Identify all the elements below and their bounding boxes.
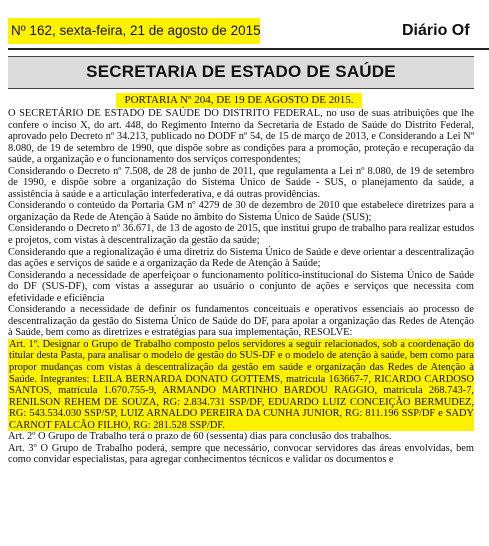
paragraph-considering-sus-df: Considerando a necessidade de aperfeiçoar o funcionamento político-institucional do Sistema Único de Saúde do DF (SUS-DF), com vistas a assegurar ao usuário o conjunto de ações e serviços que necessita com efetividade e eficiência [8,269,474,304]
paragraph-considering-decree-7508: Considerando o Decreto nº 7.508, de 28 de junho de 2011, que regulamenta a Lei nº 8.080, de 19 de setembro de 1990, e dispõe sobre a organização do Sistema Único de Saúde - SUS, o planejamento da saúde, a assistência à saúde e a articulação interfederativa, e dá outras providências. [8,165,474,200]
paragraph-considering-decree-36671: Considerando o Decreto nº 36.671, de 13 de agosto de 2015, que institui grupo de trabalho para realizar estudos e projetos, com vistas à descentralização da gestão da saúde; [8,223,474,247]
article-3: Art. 3º O Grupo de Trabalho poderá, sempre que necessário, convocar servidores das áreas envolvidas, bem como convidar especialistas, para agregar conhecimentos técnicos e validar os documentos e [8,442,474,466]
newspaper-name: Diário Of [402,22,470,39]
page-header [0,18,489,48]
paragraph-preamble: O SECRETÁRIO DE ESTADO DE SAÚDE DO DISTRITO FEDERAL, no uso de suas atribuições que lhe confere o inciso X, do art. 448, do Regimento Interno da Secretaria de Estado de Saúde do Distrito Federal, aprovado pelo Decreto nº 34.213, publicado no DODF nº 54, de 15 de março de 2013, e Considerando a Lei Nº 8.080, de 19 de setembro de 1990, que dispõe sobre as condições para a promoção, proteção e recuperação da saúde, a organização e o funcionamento dos serviços correspondentes; [8,108,474,166]
act-title: PORTARIA Nº 204, DE 19 DE AGOSTO DE 2015. [116,93,362,108]
article-1: Art. 1º. Designar o Grupo de Trabalho composto pelos servidores a seguir relacionados, sob a coordenação do titular desta Pasta, para analisar o modelo de gestão do SUS-DF e o modelo de atenção à saúde, bem como para propor mudanças com vistas à descentralização da gestão em saúde e organização das Redes de Atenção à Saúde. Integrantes: LEILA BERNARDA DONATO GOTTEMS, matrícula 163667-7, RICARDO CARDOSO SANTOS, matrícula 1.670.755-9, ARMANDO MARTINHO BARDOU RAGGIO, matrícula 268.743-7, RENILSON REHEM DE SOUZA, RG: 2.834.731 SSP/DF, EDUARDO LUIZ CONCEIÇÃO BERMUDEZ, RG: 543.534.030 SSP/SP, LUIZ ARNALDO PEREIRA DA CUNHA JUNIOR, RG: 811.196 SSP/DF e SADY CARNOT FALCÃO FILHO, RG: 281.528 SSP/DF. [9,338,474,431]
paragraph-considering-regionalization: Considerando que a regionalização é uma diretriz do Sistema Único de Saúde e deve orientar a descentralização das ações e serviços de saúde e a organização da Rede de Atenção à Saúde; [8,246,474,270]
paragraph-considering-portaria-4279: Considerando o conteúdo da Portaria GM nº 4279 de 30 de dezembro de 2010 que estabelece diretrizes para a organização da Rede de Atenção à Saúde no âmbito do Sistema Único de Saúde (SUS); [8,200,474,223]
issue-line: Nº 162, sexta-feira, 21 de agosto de 2015 [8,18,260,44]
header-divider [8,48,489,50]
act-body [8,108,474,466]
paragraph-resolve: Considerando a necessidade de definir os fundamentos conceituais e operativos essenciais ao processo de descentralização da gestão do Sistema Único de Saúde do DF, para apoiar a organização das Redes de Atenção à Saúde, bem como as diretrizes e estratégias para sua implementação, RESOLVE: [8,304,474,339]
section-band [8,56,474,89]
article-2: Art. 2º O Grupo de Trabalho terá o prazo de 60 (sessenta) dias para conclusão dos trabalhos. [8,431,392,443]
section-title: SECRETARIA DE ESTADO DE SAÚDE [86,62,396,81]
